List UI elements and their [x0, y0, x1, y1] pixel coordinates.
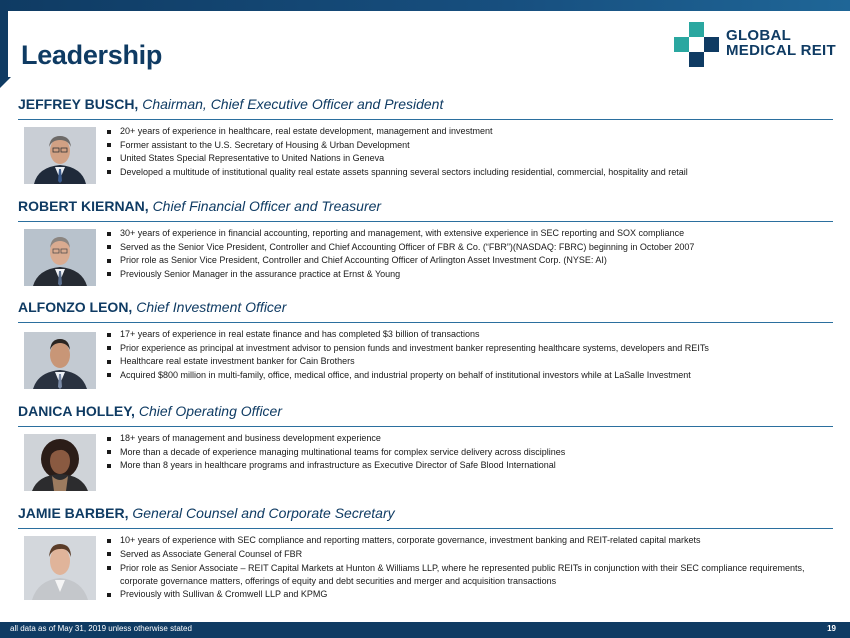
bullet-item: 17+ years of experience in real estate finance and has completed $3 billion of transactions [106, 328, 831, 342]
bullet-item: Served as Associate General Counsel of FBR [106, 548, 831, 562]
leader-header [18, 299, 833, 316]
leader-role: Chairman, Chief Executive Officer and President [142, 96, 444, 112]
leader-role: Chief Investment Officer [136, 299, 287, 315]
bullet-item: Developed a multitude of institutional quality real estate assets spanning several sectors including residential, commercial, hospitality and retail [106, 166, 831, 180]
leader-bullets [106, 125, 831, 179]
logo-wordmark [726, 28, 836, 58]
bullet-item: Acquired $800 million in multi-family, office, medical office, and industrial property on behalf of institutional investors while at LaSalle Investment [106, 369, 831, 383]
leader-header [18, 505, 833, 522]
leader-bullets [106, 534, 831, 602]
leader-section-barber [18, 505, 833, 617]
leader-photo [24, 536, 96, 600]
section-divider [18, 119, 833, 120]
bullet-item: 20+ years of experience in healthcare, real estate development, management and investment [106, 125, 831, 139]
page-number: 19 [827, 624, 836, 633]
section-divider [18, 221, 833, 222]
page-title: Leadership [21, 40, 163, 70]
bullet-item: More than 8 years in healthcare programs and infrastructure as Executive Director of Safe Blood International [106, 459, 831, 473]
leader-photo [24, 332, 96, 389]
bullet-item: Prior role as Senior Associate – REIT Capital Markets at Hunton & Williams LLP, where he represented public REITs in conjunction with their SEC compliance requirements, corporate governance matters, offerings of equity and debt securities and merger and acquisition transactions [106, 561, 810, 588]
bullet-item: Prior experience as principal at investment advisor to pension funds and investment banker representing healthcare systems, developers and REITs [106, 342, 831, 356]
bullet-item: United States Special Representative to United Nations in Geneva [106, 152, 831, 166]
leader-section-leon [18, 299, 833, 395]
bullet-item: Previously with Sullivan & Cromwell LLP and KPMG [106, 588, 831, 602]
leader-header [18, 403, 833, 420]
bullet-item: Prior role as Senior Vice President, Controller and Chief Accounting Officer of Arlington Asset Investment Corp. (NYSE: AI) [106, 254, 831, 268]
logo-line-2: MEDICAL REIT [726, 42, 836, 59]
bullet-item: Former assistant to the U.S. Secretary of Housing & Urban Development [106, 139, 831, 153]
leader-role: Chief Financial Officer and Treasurer [152, 198, 382, 214]
leader-bullets [106, 328, 831, 382]
leader-bullets [106, 432, 831, 473]
bullet-item: Served as the Senior Vice President, Controller and Chief Accounting Officer of FBR & Co. (“FBR”)(NASDAQ: FBRC) beginning in October 2007 [106, 241, 831, 255]
leader-role: General Counsel and Corporate Secretary [132, 505, 395, 521]
leader-section-kiernan [18, 198, 833, 294]
leader-bullets [106, 227, 831, 281]
footer-note: all data as of May 31, 2019 unless otherwise stated [10, 624, 192, 633]
leader-header [18, 96, 833, 113]
bullet-item: Healthcare real estate investment banker for Cain Brothers [106, 355, 831, 369]
leader-section-holley [18, 403, 833, 495]
top-banner-bar [0, 0, 850, 11]
logo-line-1: GLOBAL [726, 27, 792, 44]
leader-section-busch [18, 96, 833, 186]
bullet-item: 18+ years of management and business development experience [106, 432, 831, 446]
leader-name: DANICA HOLLEY, [18, 403, 135, 419]
leader-header [18, 198, 833, 215]
leader-name: ALFONZO LEON, [18, 299, 133, 315]
bullet-item: Previously Senior Manager in the assurance practice at Ernst & Young [106, 268, 831, 282]
leader-role: Chief Operating Officer [138, 403, 282, 419]
section-divider [18, 528, 833, 529]
leader-name: JAMIE BARBER, [18, 505, 129, 521]
leader-photo [24, 127, 96, 184]
title-accent-wedge [0, 77, 11, 88]
section-divider [18, 426, 833, 427]
bullet-item: More than a decade of experience managing multinational teams for complex service delivery across disciplines [106, 446, 831, 460]
title-accent-bar [0, 11, 8, 77]
footer-bar [0, 622, 850, 638]
leader-photo [24, 229, 96, 286]
company-logo [672, 20, 842, 70]
section-divider [18, 322, 833, 323]
bullet-item: 10+ years of experience with SEC compliance and reporting matters, corporate governance, investment banking and REIT-related capital markets [106, 534, 831, 548]
leader-name: ROBERT KIERNAN, [18, 198, 149, 214]
bullet-item: 30+ years of experience in financial accounting, reporting and management, with extensive experience in SEC reporting and SOX compliance [106, 227, 831, 241]
logo-cross-icon [672, 20, 722, 70]
leader-photo [24, 434, 96, 491]
leader-name: JEFFREY BUSCH, [18, 96, 139, 112]
